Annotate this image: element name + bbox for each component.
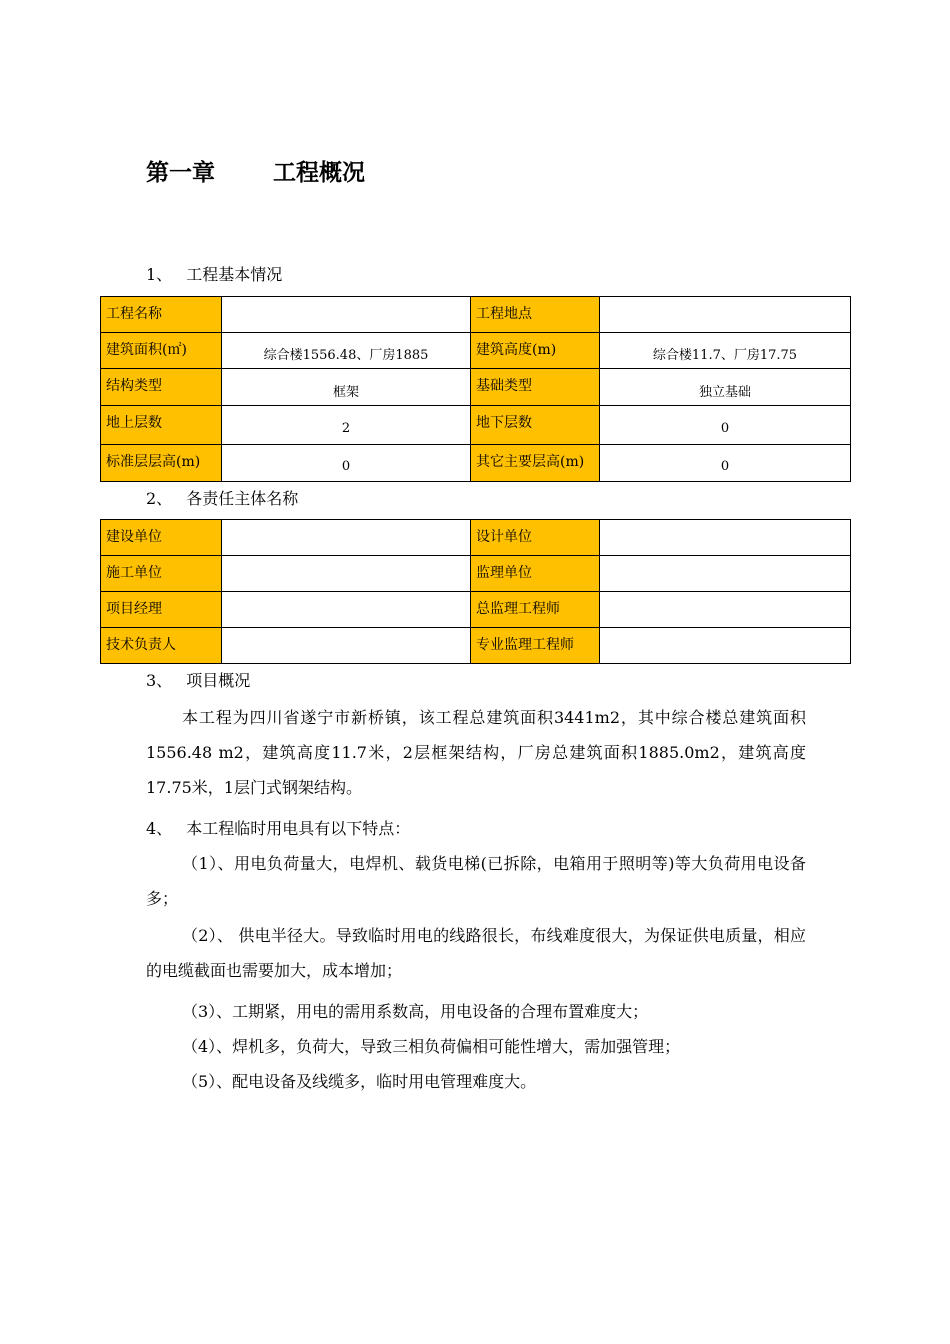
table-row [101, 592, 851, 628]
feature-item: （4）、焊机多，负荷大，导致三相负荷偏相可能性增大，需加强管理； [182, 1037, 681, 1056]
label-cell: 地下层数 [471, 406, 600, 445]
value-cell [600, 628, 851, 664]
label-cell: 结构类型 [101, 369, 222, 406]
chapter-number: 第一章 [146, 160, 215, 186]
table-row [101, 297, 851, 333]
value-cell [600, 556, 851, 592]
label-cell: 专业监理工程师 [471, 628, 600, 664]
value-cell [600, 297, 851, 333]
section-3-heading: 3、 项目概况 [146, 671, 251, 690]
feature-item: （3）、工期紧，用电的需用系数高，用电设备的合理布置难度大； [182, 1002, 649, 1021]
value-cell [222, 592, 471, 628]
label-cell: 建筑面积(㎡) [101, 333, 222, 369]
project-basic-info-table [100, 296, 851, 482]
label-cell: 总监理工程师 [471, 592, 600, 628]
feature-item: （2）、 供电半径大。导致临时用电的线路很长，布线难度很大，为保证供电质量，相应的电缆截面也需要加大，成本增加； [146, 926, 806, 980]
label-cell: 建筑高度(m) [471, 333, 600, 369]
table-row [101, 445, 851, 482]
table-row [101, 369, 851, 406]
label-cell: 监理单位 [471, 556, 600, 592]
table-row [101, 628, 851, 664]
section-1-heading: 1、 工程基本情况 [146, 265, 283, 284]
label-cell: 项目经理 [101, 592, 222, 628]
value-cell: 2 [222, 406, 471, 445]
section-2-heading: 2、 各责任主体名称 [146, 489, 299, 508]
value-cell [222, 520, 471, 556]
value-cell [222, 628, 471, 664]
table-row [101, 333, 851, 369]
chapter-name: 工程概况 [273, 160, 365, 186]
label-cell: 施工单位 [101, 556, 222, 592]
label-cell: 基础类型 [471, 369, 600, 406]
value-cell [222, 297, 471, 333]
label-cell: 设计单位 [471, 520, 600, 556]
section-4-heading: 4、 本工程临时用电具有以下特点： [146, 819, 411, 838]
feature-item: （1）、用电负荷量大，电焊机、载货电梯(已拆除，电箱用于照明等)等大负荷用电设备多； [146, 854, 806, 908]
table-row [101, 406, 851, 445]
page-title [146, 154, 365, 187]
label-cell: 工程地点 [471, 297, 600, 333]
value-cell [600, 592, 851, 628]
value-cell: 0 [222, 445, 471, 482]
value-cell [600, 520, 851, 556]
value-cell [222, 556, 471, 592]
table-row [101, 556, 851, 592]
label-cell: 建设单位 [101, 520, 222, 556]
table-row [101, 520, 851, 556]
label-cell: 地上层数 [101, 406, 222, 445]
label-cell: 其它主要层高(m) [471, 445, 600, 482]
project-overview-paragraph: 本工程为四川省遂宁市新桥镇，该工程总建筑面积3441m2，其中综合楼总建筑面积1556.48 m2，建筑高度11.7米，2层框架结构，厂房总建筑面积1885.0m2，建筑高度17.75米，1层门式钢架结构。 [146, 708, 806, 797]
value-cell: 0 [600, 445, 851, 482]
responsible-parties-table [100, 519, 851, 664]
label-cell: 技术负责人 [101, 628, 222, 664]
value-cell: 综合楼11.7、厂房17.75 [600, 333, 851, 369]
label-cell: 工程名称 [101, 297, 222, 333]
label-cell: 标准层层高(m) [101, 445, 222, 482]
feature-item: （5）、配电设备及线缆多，临时用电管理难度大。 [182, 1072, 537, 1091]
value-cell: 综合楼1556.48、厂房1885 [222, 333, 471, 369]
value-cell: 0 [600, 406, 851, 445]
value-cell: 框架 [222, 369, 471, 406]
value-cell: 独立基础 [600, 369, 851, 406]
